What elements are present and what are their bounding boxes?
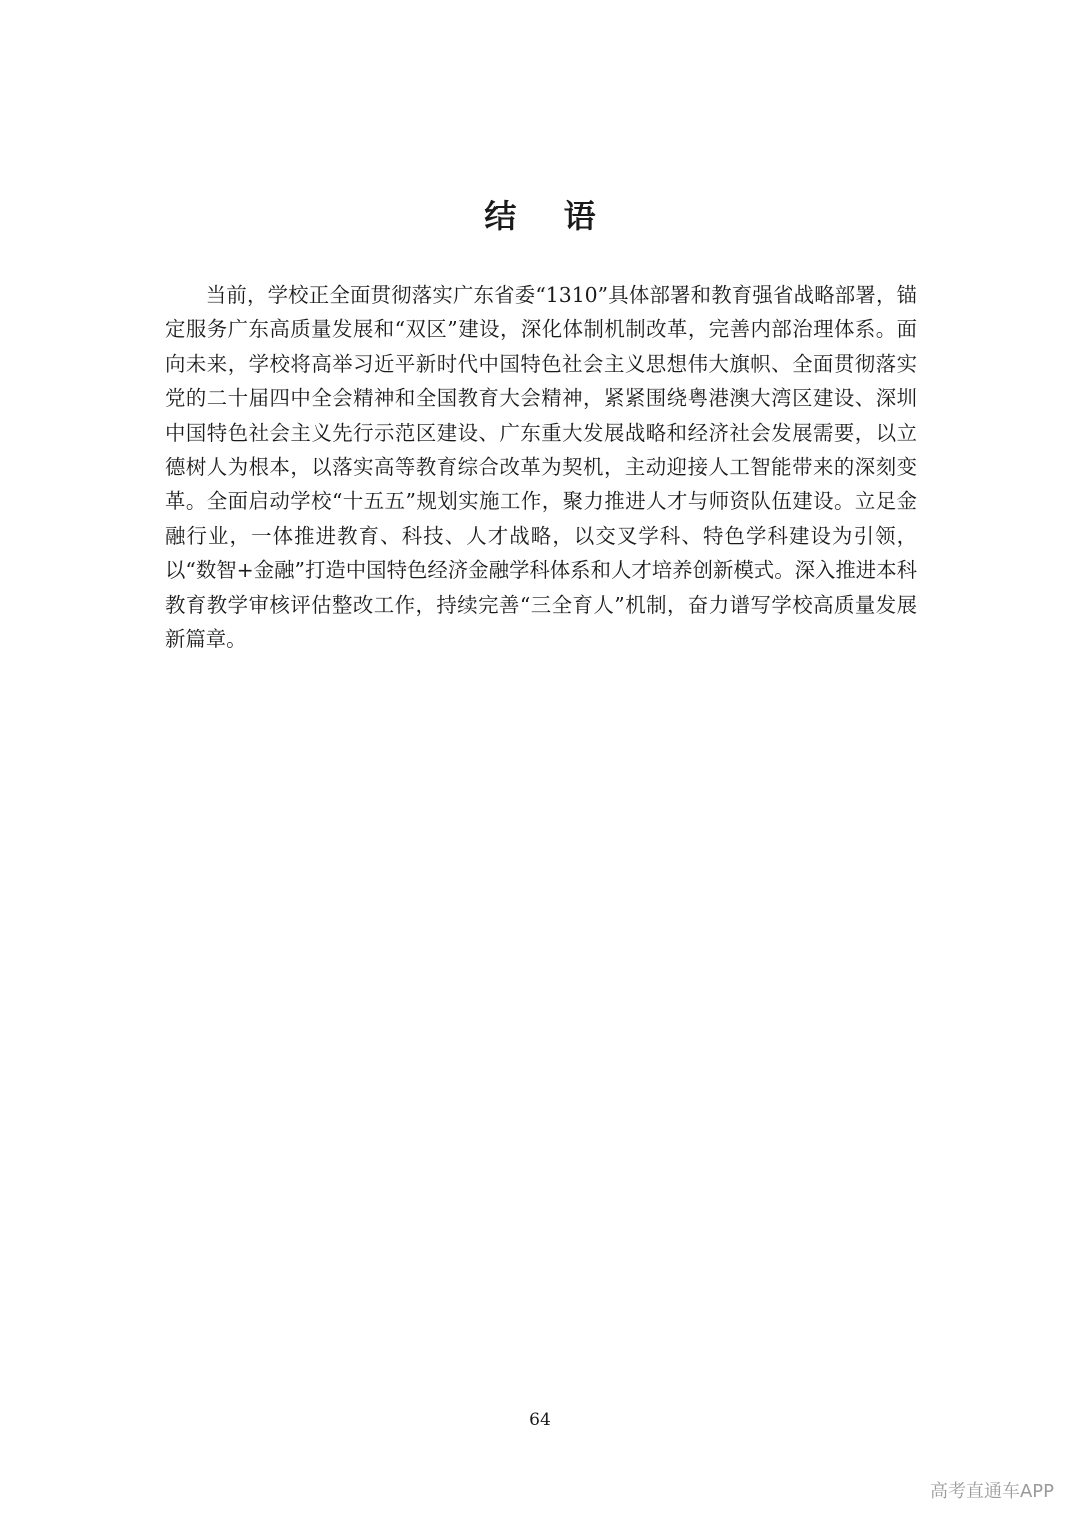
body-paragraph: 当前，学校正全面贯彻落实广东省委“1310”具体部署和教育强省战略部署，锚定服务广东高质量发展和“双区”建设，深化体制机制改革，完善内部治理体系。面向未来，学校将高举习近平新时代中国特色社会主义思想伟大旗帜、全面贯彻落实党的二十届四中全会精神和全国教育大会精神，紧紧围绕粤港澳大湾区建设、深圳中国特色社会主义先行示范区建设、广东重大发展战略和经济社会发展需要，以立德树人为根本，以落实高等教育综合改革为契机，主动迎接人工智能带来的深刻变革。全面启动学校“十五五”规划实施工作，聚力推进人才与师资队伍建设。立足金融行业，一体推进教育、科技、人才战略，以交叉学科、特色学科建设为引领，以“数智+金融”打造中国特色经济金融学科体系和人才培养创新模式。深入推进本科教育教学审核评估整改工作，持续完善“三全育人”机制，奋力谱写学校高质量发展新篇章。 — [165, 283, 917, 652]
page-title: 结 语 — [484, 197, 614, 235]
page-number: 64 — [529, 1410, 551, 1430]
watermark: 高考直通车APP — [929, 1481, 1054, 1502]
